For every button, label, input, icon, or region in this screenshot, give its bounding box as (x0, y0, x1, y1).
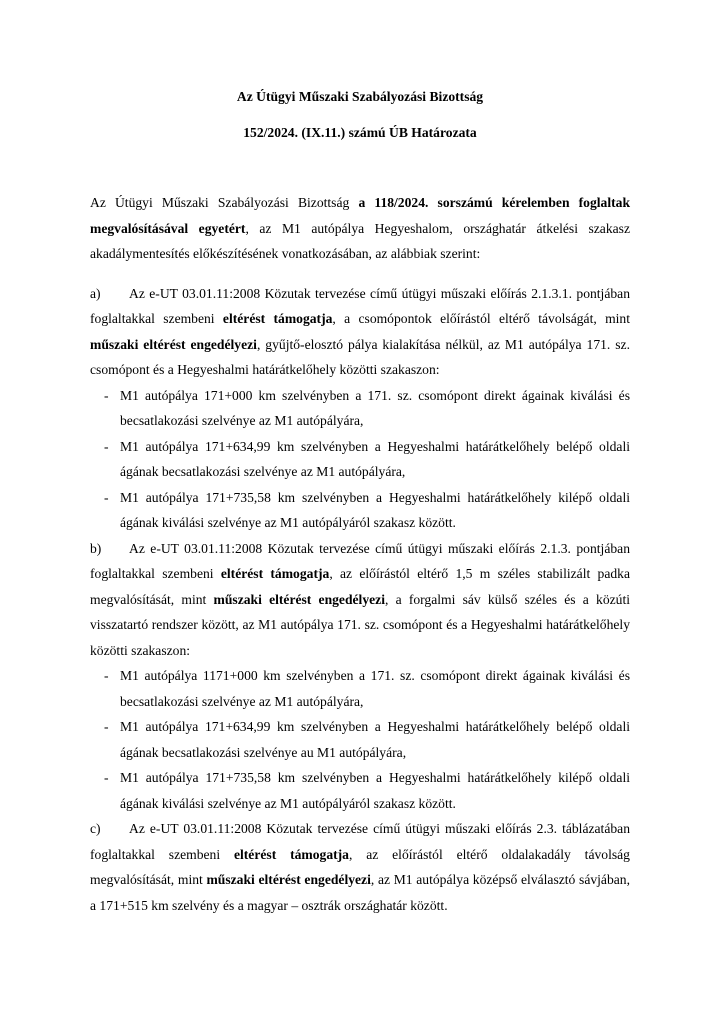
resolution-number: 152/2024. (IX.11.) számú ÚB Határozata (243, 125, 477, 140)
section-paragraph: b) Az e-UT 03.01.11:2008 Közutak tervezése című útügyi műszaki előírás 2.1.3. pontjában foglaltakkal szembeni eltérést támogatja, az előírástól eltérő 1,5 m széles stabilizált padka megvalósítását, mint műszaki eltérést engedélyezi, a forgalmi sáv külső széles és a közúti visszatartó rendszer között, az M1 autópálya 171. sz. csomópont és a Hegyeshalmi határátkelőhely közötti szakaszon: (90, 536, 630, 664)
intro-paragraph: Az Útügyi Műszaki Szabályozási Bizottság a 118/2024. sorszámú kérelemben foglaltak megvalósításával egyetért, az M1 autópálya Hegyeshalom, országhatár átkelési szakasz akadálymentesítés előkészítésének vonatkozásában, az alábbiak szerint: (90, 195, 631, 261)
section-a (90, 281, 630, 536)
list-item: - M1 autópálya 171+634,99 km szelvényben a Hegyeshalmi határátkelőhely belépő oldali ágának becsatlakozási szelvénye au M1 autópályára, (104, 719, 630, 760)
list-item: - M1 autópálya 171+735,58 km szelvényben a Hegyeshalmi határátkelőhely kilépő oldali ágának kiválási szelvénye az M1 autópályáról szakasz között. (104, 770, 630, 811)
list-item: - M1 autópálya 1171+000 km szelvényben a 171. sz. csomópont direkt ágainak kiválási és becsatlakozási szelvénye az M1 autópályára, (104, 668, 630, 709)
section-label: b) (90, 540, 102, 556)
list-item: - M1 autópálya 171+634,99 km szelvényben a Hegyeshalmi határátkelőhely belépő oldali ágának becsatlakozási szelvénye az M1 autópályára, (104, 438, 630, 479)
section-label: c) (90, 821, 101, 836)
intro-bold-text: a 118/2024. sorszámú kérelemben foglaltak megvalósításával egyetért (90, 195, 631, 236)
section-label: a) (90, 285, 101, 301)
section-paragraph: a) Az e-UT 03.01.11:2008 Közutak tervezése című útügyi műszaki előírás 2.1.3.1. pontjában foglaltakkal szembeni eltérést támogatja, a csomópontok előírástól eltérő távolságát, mint műszaki eltérést engedélyezi, gyűjtő-elosztó pálya kialakítása nélkül, az M1 autópálya 171. sz. csomópont és a Hegyeshalmi határátkelőhely közötti szakaszon: (90, 281, 630, 383)
section-b (90, 536, 630, 817)
section-c (90, 816, 630, 918)
section-paragraph: c) Az e-UT 03.01.11:2008 Közutak tervezése című útügyi műszaki előírás 2.3. táblázatában foglaltakkal szembeni eltérést támogatja, az előírástól eltérő oldalakadály távolság megvalósítását, mint műszaki eltérést engedélyezi, az M1 autópálya középső elválasztó sávjában, a 171+515 km szelvény és a magyar – osztrák országhatár között. (90, 816, 630, 918)
list-item: - M1 autópálya 171+735,58 km szelvényben a Hegyeshalmi határátkelőhely kilépő oldali ágának kiválási szelvénye az M1 autópályáról szakasz között. (104, 489, 630, 530)
list-item: - M1 autópálya 171+000 km szelvényben a 171. sz. csomópont direkt ágainak kiválási és becsatlakozási szelvénye az M1 autópályára, (104, 387, 630, 428)
bullet-list (90, 383, 630, 536)
document-title: Az Útügyi Műszaki Szabályozási Bizottság (236, 89, 484, 104)
bullet-list (90, 663, 630, 816)
